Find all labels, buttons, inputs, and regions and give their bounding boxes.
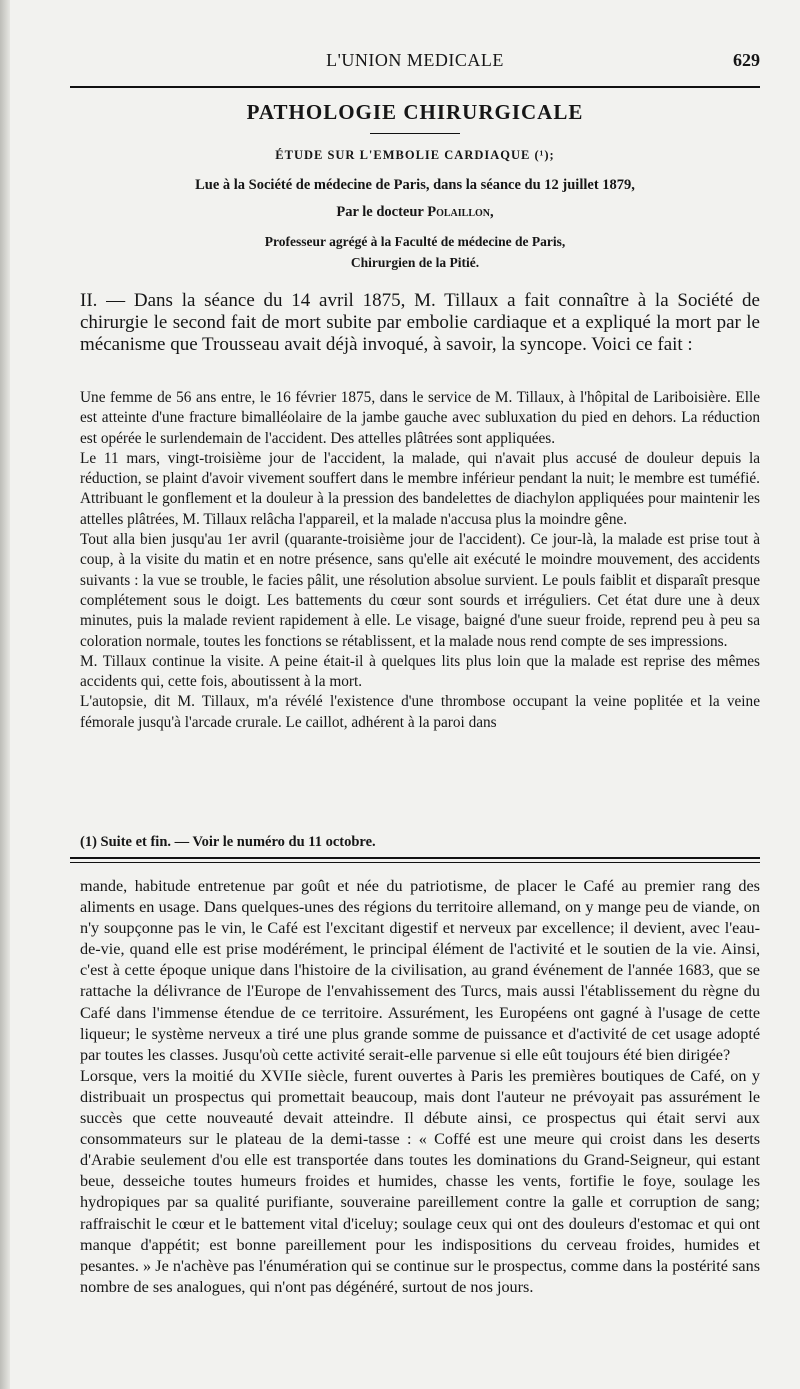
case-paragraph: Une femme de 56 ans entre, le 16 février 1875, dans le service de M. Tillaux, à l'hôpital de Lariboisière. Elle est atteinte d'une fracture bimalléolaire de la jambe gauche avec subluxation du pied en dehors. La réduction est opérée le surlendemain de l'accident. Des attelles plâtrées sont appliquées. (80, 389, 760, 447)
footnote: (1) Suite et fin. — Voir le numéro du 11 octobre. (80, 834, 376, 850)
case-paragraph: M. Tillaux continue la visite. A peine était-il à quelques lits plus loin que la malade est reprise des mêmes accidents qui, cette fois, aboutissent à la mort. (80, 652, 760, 691)
case-paragraph: Le 11 mars, vingt-troisième jour de l'accident, la malade, qui n'avait plus accusé de douleur depuis la réduction, se plaint d'avoir vivement souffert dans le membre inférieur pendant la nuit; le membre est tuméfié. Attribuant le gonflement et la douleur à la pression des bandelettes de diachylon appliquées pour maintenir les attelles plâtrées, M. Tillaux relâcha l'appareil, et la malade n'accusa plus la moindre gêne. (80, 449, 760, 528)
case-paragraph: Tout alla bien jusqu'au 1er avril (quarante-troisième jour de l'accident). Ce jour-là, la malade est prise tout à coup, à la visite du matin et en notre présence, sans qu'elle ait exécuté le moindre mouvement, des accidents suivants : la vue se trouble, le facies pâlit, une résolution absolue survient. Le pouls faiblit et disparaît presque complétement sous le doigt. Les battements du cœur sont sourds et irréguliers. Cet état dure une à deux minutes, puis la malade revient rapidement à elle. Le visage, baigné d'une sueur froide, reprend peu à peu sa coloration normale, toutes les fonctions se rétablissent, et la malade nous rend compte de ses impressions. (80, 531, 760, 650)
page-binding-edge (0, 0, 10, 1389)
author-position: Chirurgien de la Pitié. (350, 255, 480, 270)
case-report (80, 388, 760, 733)
article-intro (80, 290, 760, 356)
feuilleton-paragraph: Lorsque, vers la moitié du XVIIe siècle, furent ouvertes à Paris les premières boutiques de Café, on y distribuait un prospectus qui promettait beaucoup, mais dont l'auteur ne prévoyait pas assurément le succès que cette nouveauté devait atteindre. Il débute ainsi, ce prospectus qui était servi aux consommateurs sur le plateau de la demi-tasse : « Coffé est une meure qui croist dans les deserts d'Arabie seulement d'ou elle est transportée dans toutes les dominations du Grand-Seigneur, qui estant beue, desseiche toutes humeurs froides et humides, chasse les vents, fortifie le foye, soulage les hydropiques par sa qualité purifiante, souveraine pareillement contre la galle et corruption de sang; raffraischit le cœur et le battement vital d'iceluy; soulage ceux qui ont des douleurs d'estomac et qui ont manque d'appétit; est bonne pareillement pour les indispositions du cerveau froides, humides et pesantes. » Je n'achève pas l'énumération qui se continue sur le prospectus, comme dans la postérité sans nombre de ses analogues, qui n'ont pas dégénéré, surtout de nos jours. (80, 1066, 760, 1296)
author-name: Polaillon, (427, 204, 494, 220)
case-paragraph: L'autopsie, dit M. Tillaux, m'a révélé l'existence d'une thrombose occupant la veine poplitée et la veine fémorale jusqu'à l'arcade crurale. Le caillot, adhérent à la paroi dans (80, 693, 760, 731)
page-number: 629 (733, 50, 760, 70)
author-title: Professeur agrégé à la Faculté de médecine de Paris, (264, 234, 566, 249)
feuilleton-rule (70, 857, 760, 863)
page-header (70, 50, 760, 78)
article-author (70, 204, 760, 221)
article-read-at: Lue à la Société de médecine de Paris, dans la séance du 12 juillet 1879, (195, 177, 635, 193)
article-title: ÉTUDE SUR L'EMBOLIE CARDIAQUE (¹); (275, 148, 555, 162)
intro-paragraph: II. — Dans la séance du 14 avril 1875, M. Tillaux a fait connaître à la Société de chirurgie le second fait de mort subite par embolie cardiaque et a expliqué la mort par le mécanisme que Trousseau avait déjà invoqué, à savoir, la syncope. Voici ce fait : (80, 290, 760, 355)
running-title: L'UNION MEDICALE (326, 50, 504, 70)
feuilleton-text (80, 876, 760, 1298)
feuilleton-paragraph: mande, habitude entretenue par goût et née du patriotisme, de placer le Café au premier rang des aliments en usage. Dans quelques-unes des régions du territoire allemand, on y mange peu de viande, on n'y soupçonne pas le vin, le Café est l'excitant digestif et nerveux par excellence; il devient, avec l'eau-de-vie, quand elle est prise modérément, le principal élément de l'activité et le soutien de la vie. Ainsi, c'est à cette époque unique dans l'histoire de la civilisation, au grand événement de l'année 1683, que se rattache la délivrance de l'Europe de l'envahissement des Turcs, mais aussi l'établissement du règne du Café dans l'immense étendue de ce territoire. Assurément, les Européens ont gagné à l'usage de cette liqueur; le système nerveux a tiré une plus grande somme de puissance et d'activité de cet usage adopté par toutes les classes. Jusqu'où cette activité serait-elle parvenue si elle eût toujours été bien dirigée? (80, 877, 760, 1064)
section-title: PATHOLOGIE CHIRURGICALE (246, 100, 584, 124)
title-rule (370, 133, 460, 134)
header-rule (70, 86, 760, 88)
author-prefix: Par le docteur (336, 204, 428, 220)
